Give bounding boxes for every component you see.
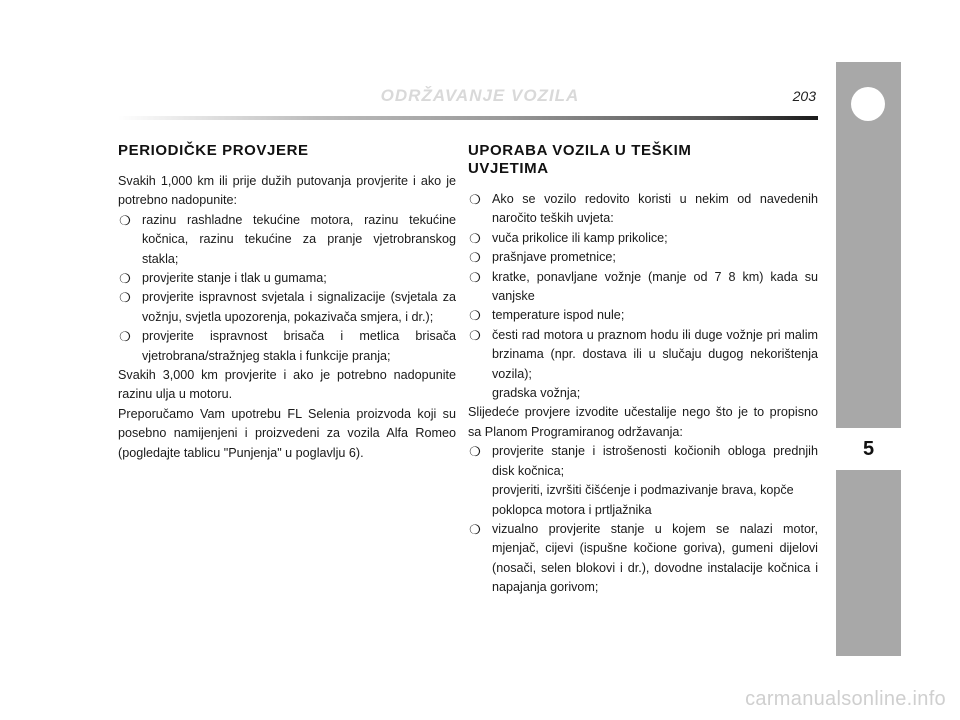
bullet-icon: ❍: [469, 230, 481, 246]
bullet-icon: ❍: [469, 269, 481, 285]
section-heading-severe-conditions: UPORABA VOZILA U TEŠKIM UVJETIMA: [468, 142, 692, 177]
oil-paragraph: Svakih 3,000 km provjerite i ako je potrebno nadopunite razinu ulja u motoru.: [118, 368, 456, 402]
bullet-icon: ❍: [119, 290, 131, 306]
bullet-icon: ❍: [469, 250, 481, 266]
chapter-sidebar: [836, 62, 901, 656]
bullet-icon: ❍: [469, 444, 481, 460]
bullet-icon: ❍: [469, 521, 481, 537]
list-item: ❍ Ako se vozilo redovito koristi u nekim od navedenih naročito teških uvjeta:: [469, 192, 818, 226]
list-item: ❍ provjerite stanje i istrošenosti kočionih obloga prednjih disk kočnica;: [469, 444, 818, 478]
bullet-icon: ❍: [119, 329, 131, 345]
chapter-circle-icon: [851, 87, 885, 121]
bullet-icon: ❍: [119, 212, 131, 228]
checks-list: [118, 211, 456, 366]
list-continuation: gradska vožnja;: [492, 386, 581, 401]
list-item: ❍ česti rad motora u praznom hodu ili duge vožnje pri malim brzinama (npr. dostava ili u slučaju dugog nekorištenja vozila);: [469, 327, 818, 381]
list-item: ❍ temperature ispod nule;: [468, 306, 818, 325]
right-column: [468, 142, 818, 598]
page-number: 203: [792, 88, 816, 104]
list-item: ❍ vizualno provjerite stanje u kojem se nalazi motor, mjenjač, cijevi (ispušne kočione goriva), gumeni dijelovi (nosači, selen blokovi i dr.), dovodne instalacije kočnica i napajanja gorivom;: [469, 521, 818, 595]
list-item: ❍ kratke, ponavljane vožnje (manje od 7 8 km) kada su vanjske: [469, 269, 818, 304]
bullet-icon: ❍: [119, 271, 131, 287]
list-item: ❍ prašnjave prometnice;: [468, 248, 818, 267]
list-item: ❍ provjerite stanje i tlak u gumama;: [118, 269, 456, 288]
recommendation-paragraph: Preporučamo Vam upotrebu FL Selenia proizvoda koji su posebno namijenjeni i proizvedeni za vozila Alfa Romeo (pogledajte tablicu "Punjenja" u poglavlju 6).: [118, 406, 456, 460]
left-column: [118, 142, 456, 463]
chapter-tab: 5: [836, 428, 901, 470]
section-heading-periodic-checks: PERIODIČKE PROVJERE: [118, 142, 309, 159]
conditions-list: [468, 190, 818, 384]
bullet-icon: ❍: [469, 192, 481, 207]
list-item: ❍ provjerite ispravnost brisača i metlica brisača vjetrobrana/stražnjeg stakla i funkcije pranja;: [119, 329, 456, 363]
maintenance-paragraph: Slijedeće provjere izvodite učestalije nego što je to propisno sa Planom Programiranog održavanja:: [468, 405, 818, 439]
list-item: ❍ razinu rashladne tekućine motora, razinu tekućine kočnica, razinu tekućine za pranje vjetrobranskog stakla;: [119, 212, 456, 266]
watermark: carmanualsonline.info: [745, 688, 946, 710]
intro-paragraph: Svakih 1,000 km ili prije dužih putovanja provjerite i ako je potrebno nadopunite:: [118, 174, 456, 208]
header-rule: [118, 116, 818, 120]
running-header-title: ODRŽAVANJE VOZILA: [380, 86, 580, 105]
frequent-checks-list-2: [468, 520, 818, 598]
bullet-icon: ❍: [469, 308, 481, 324]
frequent-checks-list: [468, 442, 818, 481]
list-continuation: provjeriti, izvršiti čišćenje i podmazivanje brava, kopče poklopca motora i prtljažnika: [492, 483, 794, 517]
list-item: ❍ vuča prikolice ili kamp prikolice;: [468, 229, 818, 248]
bullet-icon: ❍: [469, 327, 481, 343]
list-item: ❍ provjerite ispravnost svjetala i signalizacije (svjetala za vožnju, svjetla upozorenja, pokazivača smjera, i dr.);: [119, 290, 456, 324]
